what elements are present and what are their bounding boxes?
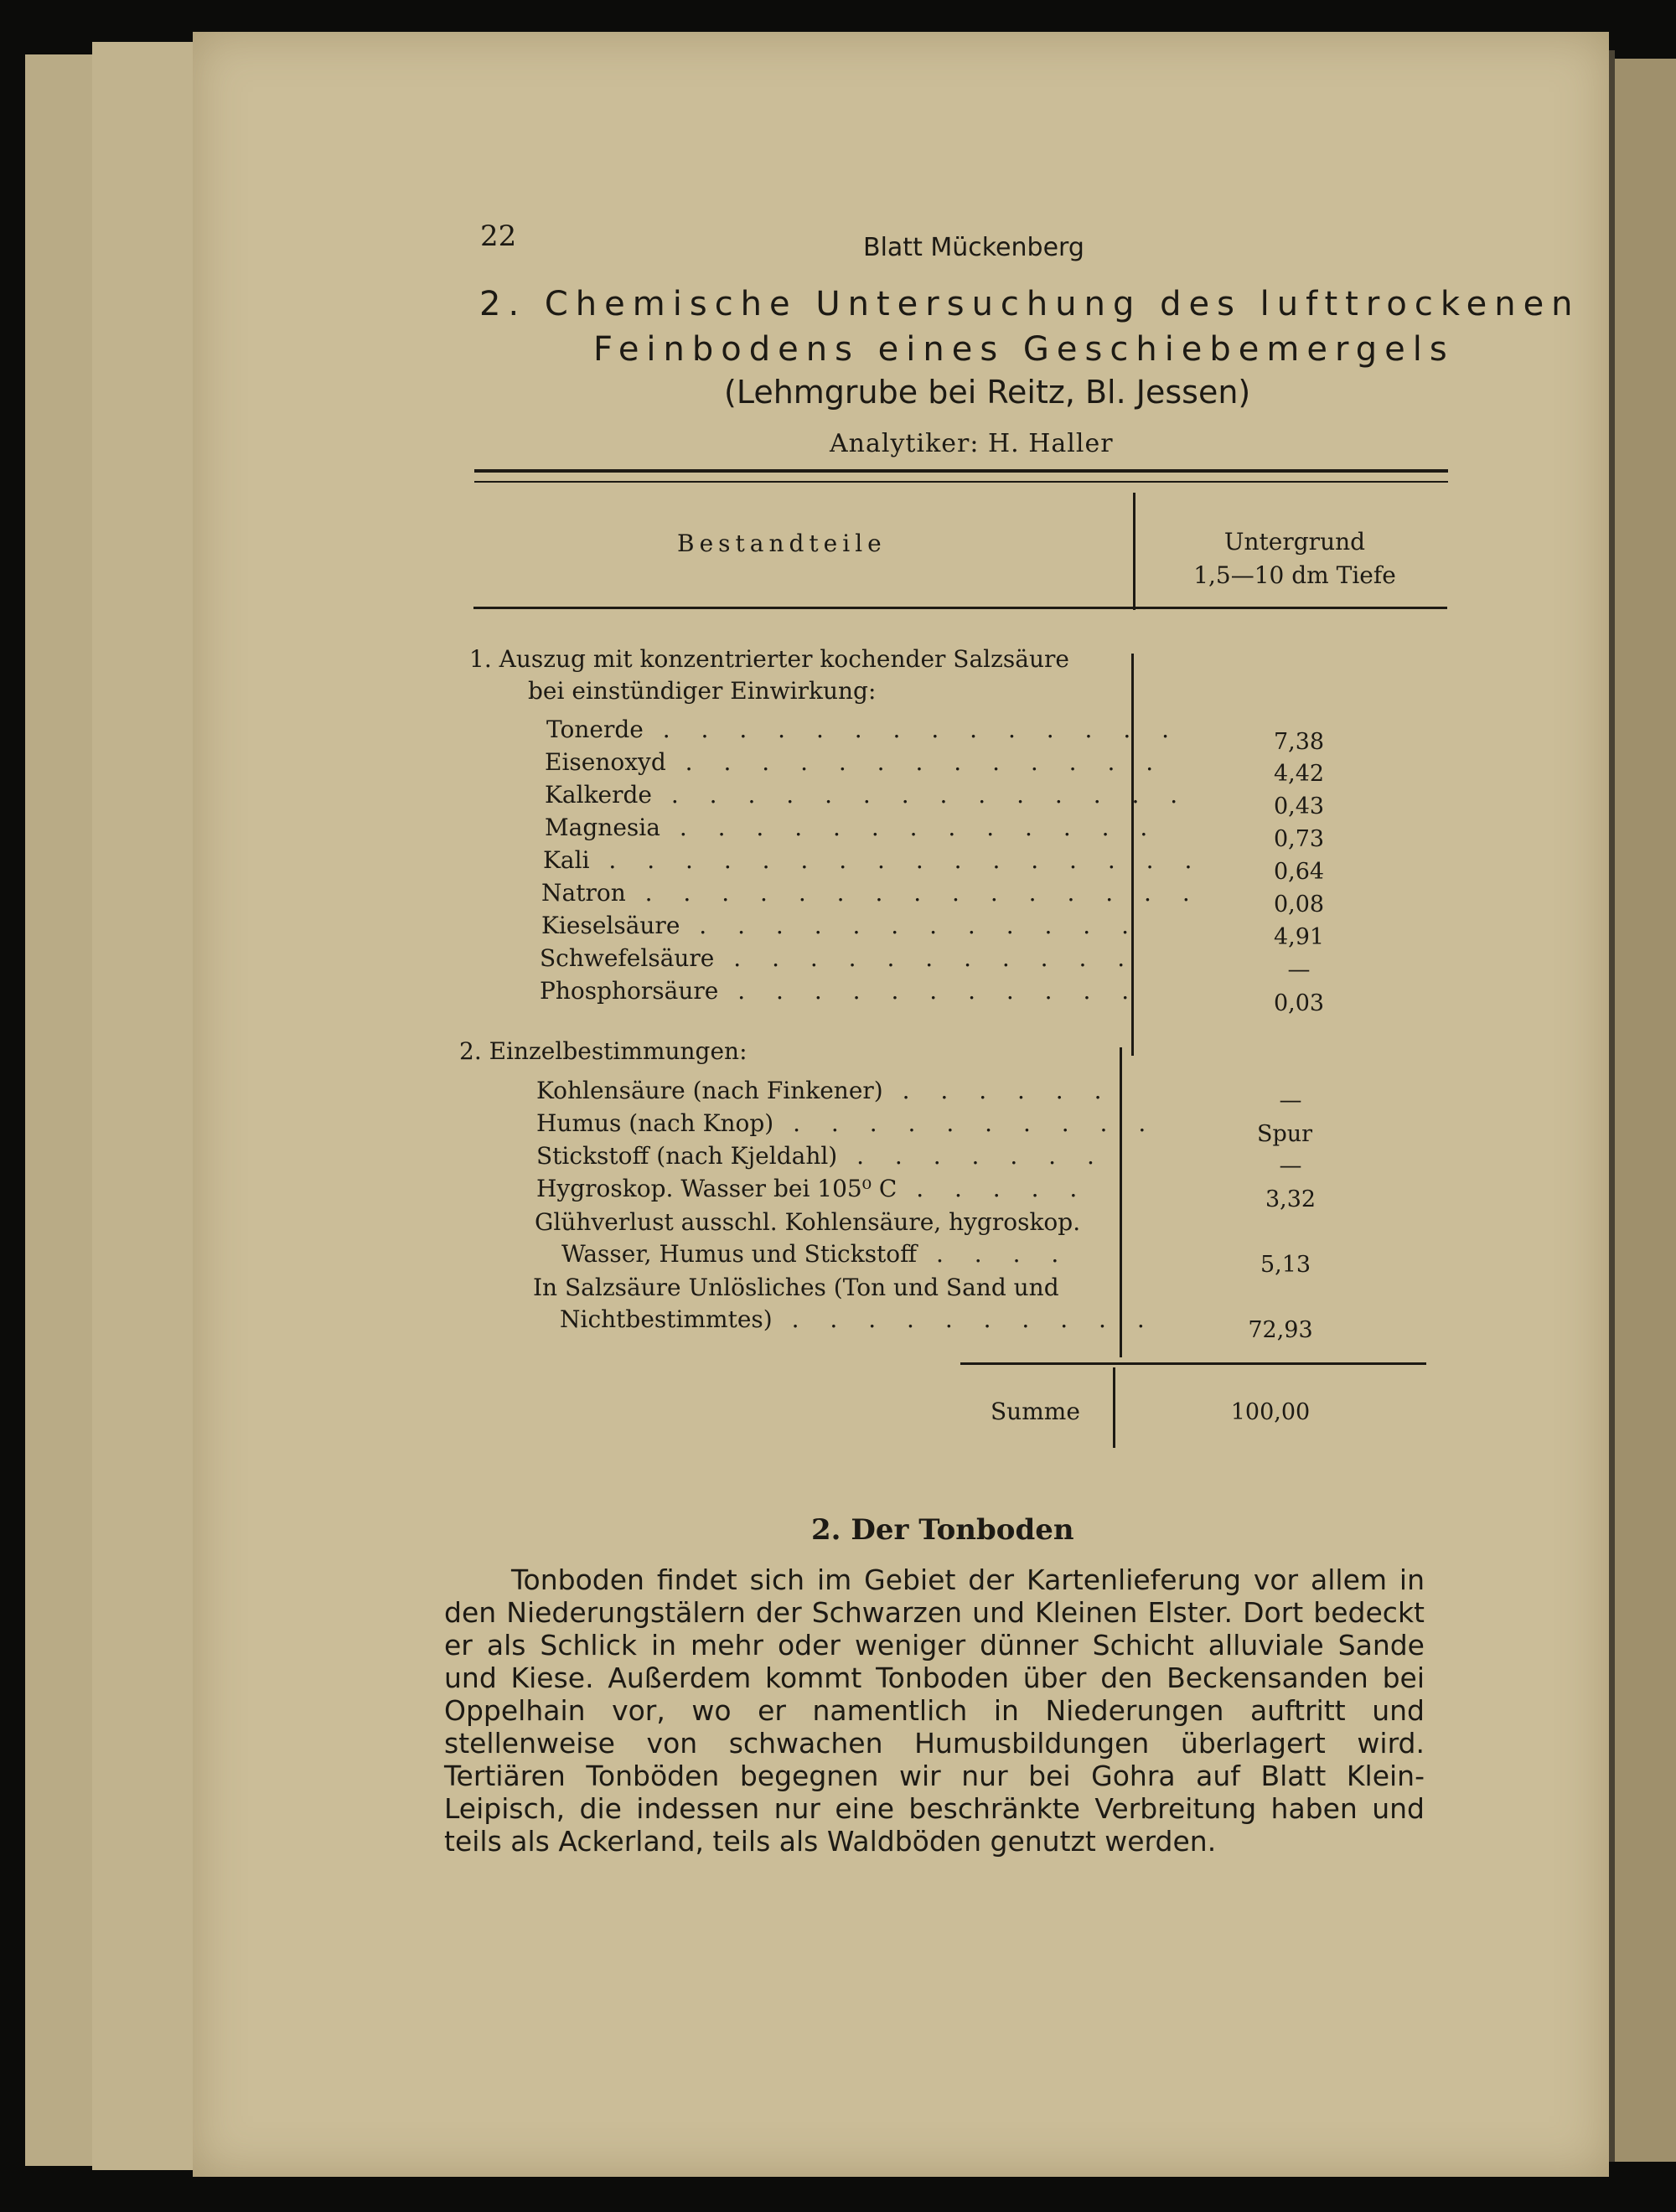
row-value: —	[1279, 1153, 1302, 1179]
table-row	[545, 781, 1189, 809]
row-label: Tonerde	[546, 716, 644, 743]
col-header-depth: 1,5—10 dm Tiefe	[1193, 561, 1396, 589]
section2-title: 2. Einzelbestimmungen:	[459, 1037, 747, 1065]
table-row	[536, 1142, 1106, 1170]
dot-leader: . . . . . . . . . . . . .	[660, 814, 1160, 841]
row-value: 5,13	[1260, 1252, 1311, 1278]
sum-value: 100,00	[1230, 1399, 1311, 1425]
row-label: Nichtbestimmtes)	[560, 1305, 773, 1333]
table-row	[560, 1305, 1156, 1333]
sum-label: Summe	[991, 1398, 1080, 1425]
table-row	[541, 912, 1141, 939]
section1-title: 1. Auszug mit konzentrierter kochender Salzsäure	[469, 645, 1069, 673]
running-head: Blatt Mückenberg	[863, 233, 1084, 262]
table-row	[540, 977, 1141, 1005]
dot-leader: . . . . . . . . . . . . .	[665, 748, 1166, 776]
row-value: Spur	[1256, 1121, 1313, 1147]
row-label: Humus (nach Knop)	[536, 1109, 774, 1137]
row-value: —	[1287, 957, 1311, 983]
row-value: 4,42	[1273, 761, 1325, 787]
dot-leader: . . . . . . . . . . . .	[680, 912, 1141, 939]
dot-leader: . . . . . . . . . . . . . . .	[625, 879, 1202, 907]
row-value: 7,38	[1273, 729, 1325, 755]
table-top-rule	[474, 469, 1448, 473]
table-row	[543, 846, 1203, 874]
row-value: 0,64	[1273, 859, 1325, 885]
section1-subtitle: bei einstündiger Einwirkung:	[528, 677, 877, 705]
table-row	[546, 716, 1181, 743]
row-label: Eisenoxyd	[545, 748, 666, 776]
table-row	[545, 814, 1159, 841]
row-label: Kalkerde	[545, 781, 652, 809]
header-divider	[1133, 493, 1135, 610]
sum-rule	[960, 1362, 1426, 1365]
row-value: 3,32	[1265, 1186, 1316, 1212]
dot-leader: . . . . . . .	[837, 1142, 1106, 1170]
dot-leader: . . . . . . . . . . . . . .	[651, 781, 1190, 809]
row-label: Kali	[543, 846, 590, 874]
dot-leader: . . . . . . . . . . . . . . . .	[589, 846, 1204, 874]
table-title-line2: Feinbodens eines Geschiebemergels	[593, 330, 1455, 369]
table-row	[536, 1109, 1157, 1137]
table-row	[561, 1240, 1070, 1268]
table-top-rule-thin	[474, 481, 1448, 483]
row-label: Kieselsäure	[541, 912, 680, 939]
table-title-line1: 2. Chemische Untersuchung des lufttrockenen	[479, 285, 1580, 323]
dot-leader: . . . . . . . . . .	[772, 1305, 1156, 1333]
row-value: 0,03	[1273, 990, 1325, 1016]
table-row	[540, 944, 1136, 972]
table-row	[536, 1175, 1089, 1202]
table-row	[536, 1077, 1114, 1104]
dot-leader: . . . . . .	[882, 1077, 1114, 1104]
col-header-constituents: Bestandteile	[677, 530, 887, 557]
row-value: —	[1279, 1088, 1302, 1114]
gluehverlust-line1: Glühverlust ausschl. Kohlensäure, hygroskop.	[535, 1208, 1081, 1236]
table-row	[541, 879, 1202, 907]
row-label: Stickstoff (nach Kjeldahl)	[536, 1142, 838, 1170]
row-value: 4,91	[1273, 924, 1325, 950]
table-subtitle: (Lehmgrube bei Reitz, Bl. Jessen)	[724, 374, 1251, 411]
page-number: 22	[480, 220, 517, 253]
facing-page-edge	[1613, 59, 1676, 2162]
table-row	[545, 748, 1165, 776]
row-value: 0,73	[1273, 826, 1325, 852]
sum-divider	[1113, 1367, 1115, 1448]
row-value: 72,93	[1248, 1317, 1313, 1343]
dot-leader: . . . . . . . . . . .	[714, 944, 1137, 972]
dot-leader: . . . . . . . . . . . . . .	[643, 716, 1182, 743]
row-label: Natron	[541, 879, 626, 907]
analyst-line: Analytiker: H. Haller	[830, 429, 1114, 458]
dot-leader: . . . . . . . . . .	[773, 1109, 1158, 1137]
row-label: Phosphorsäure	[540, 977, 719, 1005]
col-header-subsoil: Untergrund	[1223, 528, 1366, 556]
row-label: Hygroskop. Wasser bei 105⁰ C	[536, 1175, 897, 1202]
unloesliches-line1: In Salzsäure Unlösliches (Ton und Sand und	[533, 1274, 1059, 1301]
dot-leader: . . . .	[917, 1240, 1071, 1268]
section-heading: 2. Der Tonboden	[811, 1513, 1074, 1547]
row-value: 0,08	[1273, 892, 1325, 917]
page-stack-edge-inner	[92, 42, 210, 2170]
table-header-rule	[473, 607, 1447, 609]
row-value: 0,43	[1273, 793, 1325, 819]
row-label: Magnesia	[545, 814, 660, 841]
dot-leader: . . . . . . . . . . .	[718, 977, 1141, 1005]
body-paragraph: Tonboden findet sich im Gebiet der Kartenlieferung vor allem in den Niederungstälern der Schwarzen und Kleinen Elster. Dort bedeckt er als Schlick in mehr oder weniger dünner Schicht alluviale Sande und Kiese. Außerdem kommt Tonboden über den Beckensanden bei Oppelhain vor, wo er namentlich in Niederungen auftritt und stellenweise von schwachen Humusbildungen überlagert wird. Tertiären Tonböden begegnen wir nur bei Gohra auf Blatt Klein-Leipisch, die indessen nur eine beschränkte Verbreitung haben und teils als Ackerland, teils als Waldböden genutzt werden.	[444, 1563, 1425, 1858]
row-label: Schwefelsäure	[540, 944, 715, 972]
dot-leader: . . . . .	[897, 1175, 1089, 1202]
row-label: Kohlensäure (nach Finkener)	[536, 1077, 883, 1104]
row-label: Wasser, Humus und Stickstoff	[561, 1240, 918, 1268]
